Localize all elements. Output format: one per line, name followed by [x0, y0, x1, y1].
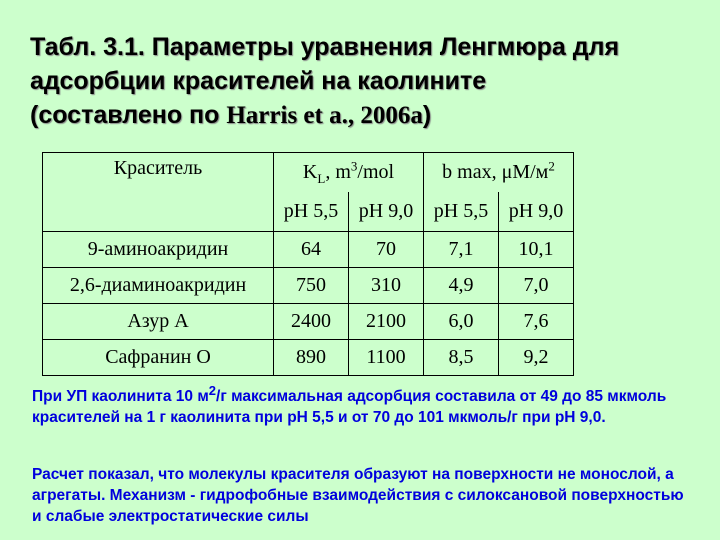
ph-header: pH 5,5 [424, 192, 499, 232]
dye-name: 9-аминоакридин [43, 232, 274, 268]
langmuir-parameters-table [42, 152, 574, 376]
dye-name: 2,6-диаминоакридин [43, 268, 274, 304]
table-cell: 890 [274, 340, 349, 376]
kl-unit-superscript: 3 [350, 158, 358, 174]
kl-unit-tail: /mol [357, 161, 395, 183]
table-cell: 8,5 [424, 340, 499, 376]
table-cell: 310 [349, 268, 424, 304]
title-line-1: Табл. 3.1. Параметры уравнения Ленгмюра для [30, 33, 620, 61]
ph-header: pH 5,5 [274, 192, 349, 232]
title-line-3 [30, 98, 710, 133]
paragraph-adsorption-part-1: При УП каолинита 10 м [32, 388, 209, 405]
table-row [43, 304, 574, 340]
header-bmax [424, 153, 574, 193]
title-line-2: адсорбции красителей на каолините [30, 67, 487, 95]
table-cell: 7,0 [499, 268, 574, 304]
paragraph-adsorption-part-2: /г максимальная адсорбция составила от 49 до 85 мкмоль красителей на 1 г каолинита при pH 5,5 и от 70 до 101 мкмоль/г при pH 9,0. [32, 388, 667, 426]
kl-subscript: L [317, 171, 326, 186]
dye-name: Сафранин О [43, 340, 274, 376]
ph-header: pH 9,0 [499, 192, 574, 232]
ph-header: pH 9,0 [349, 192, 424, 232]
dye-name: Азур А [43, 304, 274, 340]
kl-unit: , m [325, 161, 351, 183]
kl-symbol: K [302, 161, 318, 183]
bmax-superscript: 2 [548, 158, 555, 174]
table-cell: 9,2 [499, 340, 574, 376]
paragraph-adsorption-superscript: 2 [208, 382, 217, 398]
bmax-label: b max, μM/м [442, 161, 549, 183]
title-line-3-prefix: (составлено по [30, 101, 227, 129]
table-cell: 64 [274, 232, 349, 268]
table-cell: 2400 [274, 304, 349, 340]
header-dye-empty [43, 192, 274, 232]
paragraph-mechanism: Расчет показал, что молекулы красителя образуют на поверхности не монослой, а агрегаты. Механизм - гидрофобные взаимодействия с силоксановой поверхностью и слабые электростатические силы [32, 466, 684, 525]
table-cell: 7,6 [499, 304, 574, 340]
table-cell: 4,9 [424, 268, 499, 304]
title-reference: Harris et a., 2006a [226, 102, 423, 129]
table-row [43, 340, 574, 376]
header-kl [274, 153, 424, 193]
table-cell: 1100 [349, 340, 424, 376]
table-cell: 7,1 [424, 232, 499, 268]
table-cell: 2100 [349, 304, 424, 340]
table-cell: 10,1 [499, 232, 574, 268]
paragraph-adsorption [32, 382, 692, 428]
table-cell: 750 [274, 268, 349, 304]
title-line-3-suffix: ) [422, 101, 432, 129]
table-row [43, 268, 574, 304]
header-dye: Краситель [43, 153, 274, 193]
table-row [43, 232, 574, 268]
table-cell: 70 [349, 232, 424, 268]
slide-title [30, 30, 710, 133]
table-header-row [43, 153, 574, 193]
table-subheader-row [43, 192, 574, 232]
table-cell: 6,0 [424, 304, 499, 340]
